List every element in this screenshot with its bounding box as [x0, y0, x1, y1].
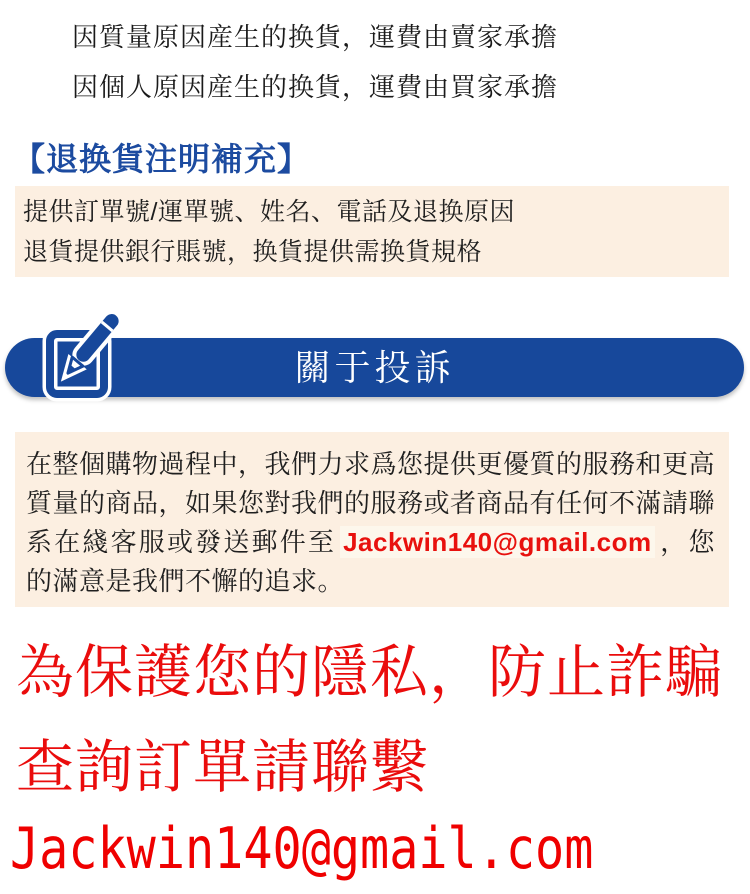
order-inquiry-line: 查詢訂單請聯繫	[16, 735, 430, 800]
return-info-line: 退貨提供銀行賬號，换貨提供需换貨規格	[23, 238, 483, 266]
return-info-line: 提供訂單號/運單號、姓名、電話及退换原因	[23, 198, 515, 226]
complaint-text-before: 在整個購物過程中，我們力求爲您提供更優質的服務和更高質量的商品，如果您對我們的服務或者商品有任何不滿請聯系在綫客服或發送郵件至	[26, 449, 716, 557]
shipping-note-personal: 因個人原因産生的换貨，運費由買家承擔	[72, 72, 559, 102]
contact-email: Jackwin140@gmail.com	[10, 816, 594, 882]
complaint-text-after: ，您的滿意是我們不懈的追求。	[26, 527, 715, 596]
complaint-banner-title: 關于投訴	[294, 347, 455, 388]
complaint-text-box	[15, 432, 729, 607]
complaint-email: Jackwin140@gmail.com	[340, 526, 655, 558]
complaint-paragraph	[26, 445, 715, 601]
return-supplement-heading: 【退换貨注明補充】	[13, 141, 311, 177]
pencil-notepad-icon	[36, 308, 124, 404]
return-supplement-box	[15, 186, 729, 277]
shipping-note-quality: 因質量原因産生的换貨，運費由賣家承擔	[72, 22, 559, 52]
privacy-warning-line: 為保護您的隱私，防止詐騙	[16, 640, 725, 705]
